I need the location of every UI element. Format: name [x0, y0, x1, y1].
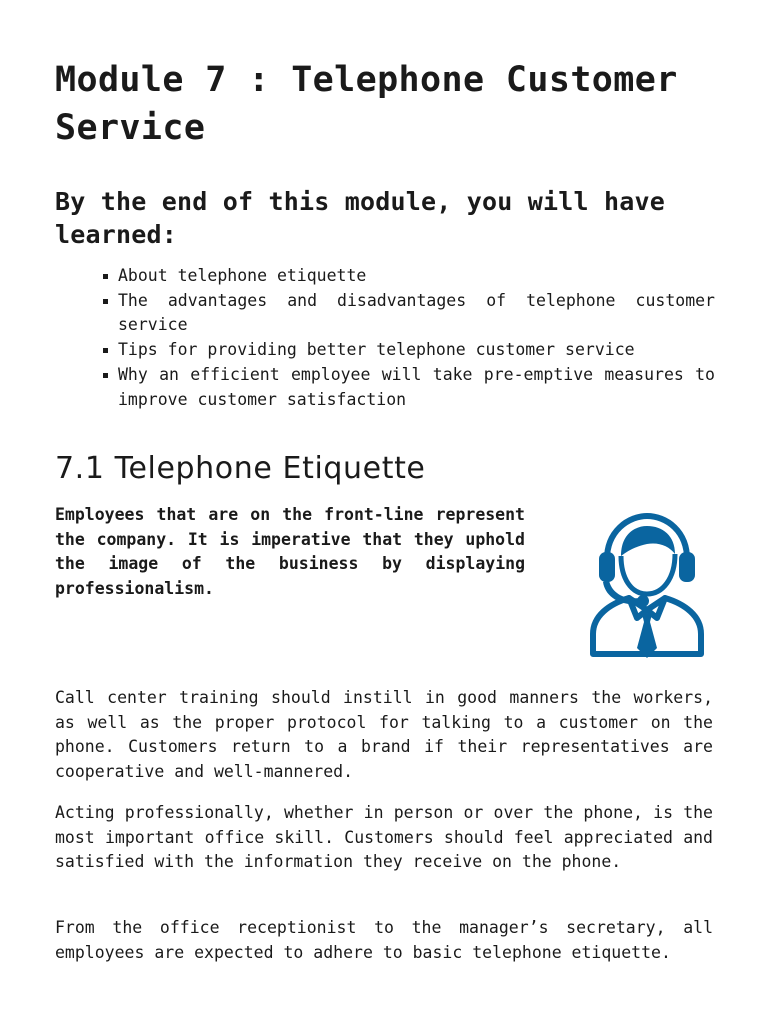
objectives-list [103, 264, 715, 412]
call-center-agent-headset-icon [585, 508, 710, 664]
list-item [103, 264, 715, 289]
list-item [103, 338, 715, 363]
section-heading: 7.1 Telephone Etiquette [55, 451, 426, 486]
body-paragraph: Acting professionally, whether in person or over the phone, is the most important office skill. Customers should feel appreciated and satisfied with the information they receive on the phone. [55, 803, 713, 872]
page-title: Module 7 : Telephone Customer Service [55, 60, 678, 148]
bullet-icon [103, 299, 108, 304]
body-paragraph: Call center training should instill in good manners the workers, as well as the proper protocol for talking to a customer on the phone. Customers return to a brand if their representatives are cooperative and well-mannered. [55, 688, 713, 782]
bullet-icon [103, 348, 108, 353]
bullet-icon [103, 373, 108, 378]
list-item [103, 363, 715, 412]
list-item-text: Why an efficient employee will take pre-emptive measures to improve customer satisfaction [118, 364, 715, 409]
list-item [103, 289, 715, 338]
bullet-icon [103, 274, 108, 279]
list-item-text: Tips for providing better telephone customer service [118, 340, 635, 360]
intro-paragraph: Employees that are on the front-line represent the company. It is imperative that they uphold the image of the business by displaying professionalism. [55, 505, 525, 599]
list-item-text: The advantages and disadvantages of telephone customer service [118, 290, 715, 335]
body-paragraph: From the office receptionist to the manager’s secretary, all employees are expected to adhere to basic telephone etiquette. [55, 918, 713, 962]
objectives-heading: By the end of this module, you will have learned: [55, 187, 666, 249]
list-item-text: About telephone etiquette [118, 266, 367, 285]
